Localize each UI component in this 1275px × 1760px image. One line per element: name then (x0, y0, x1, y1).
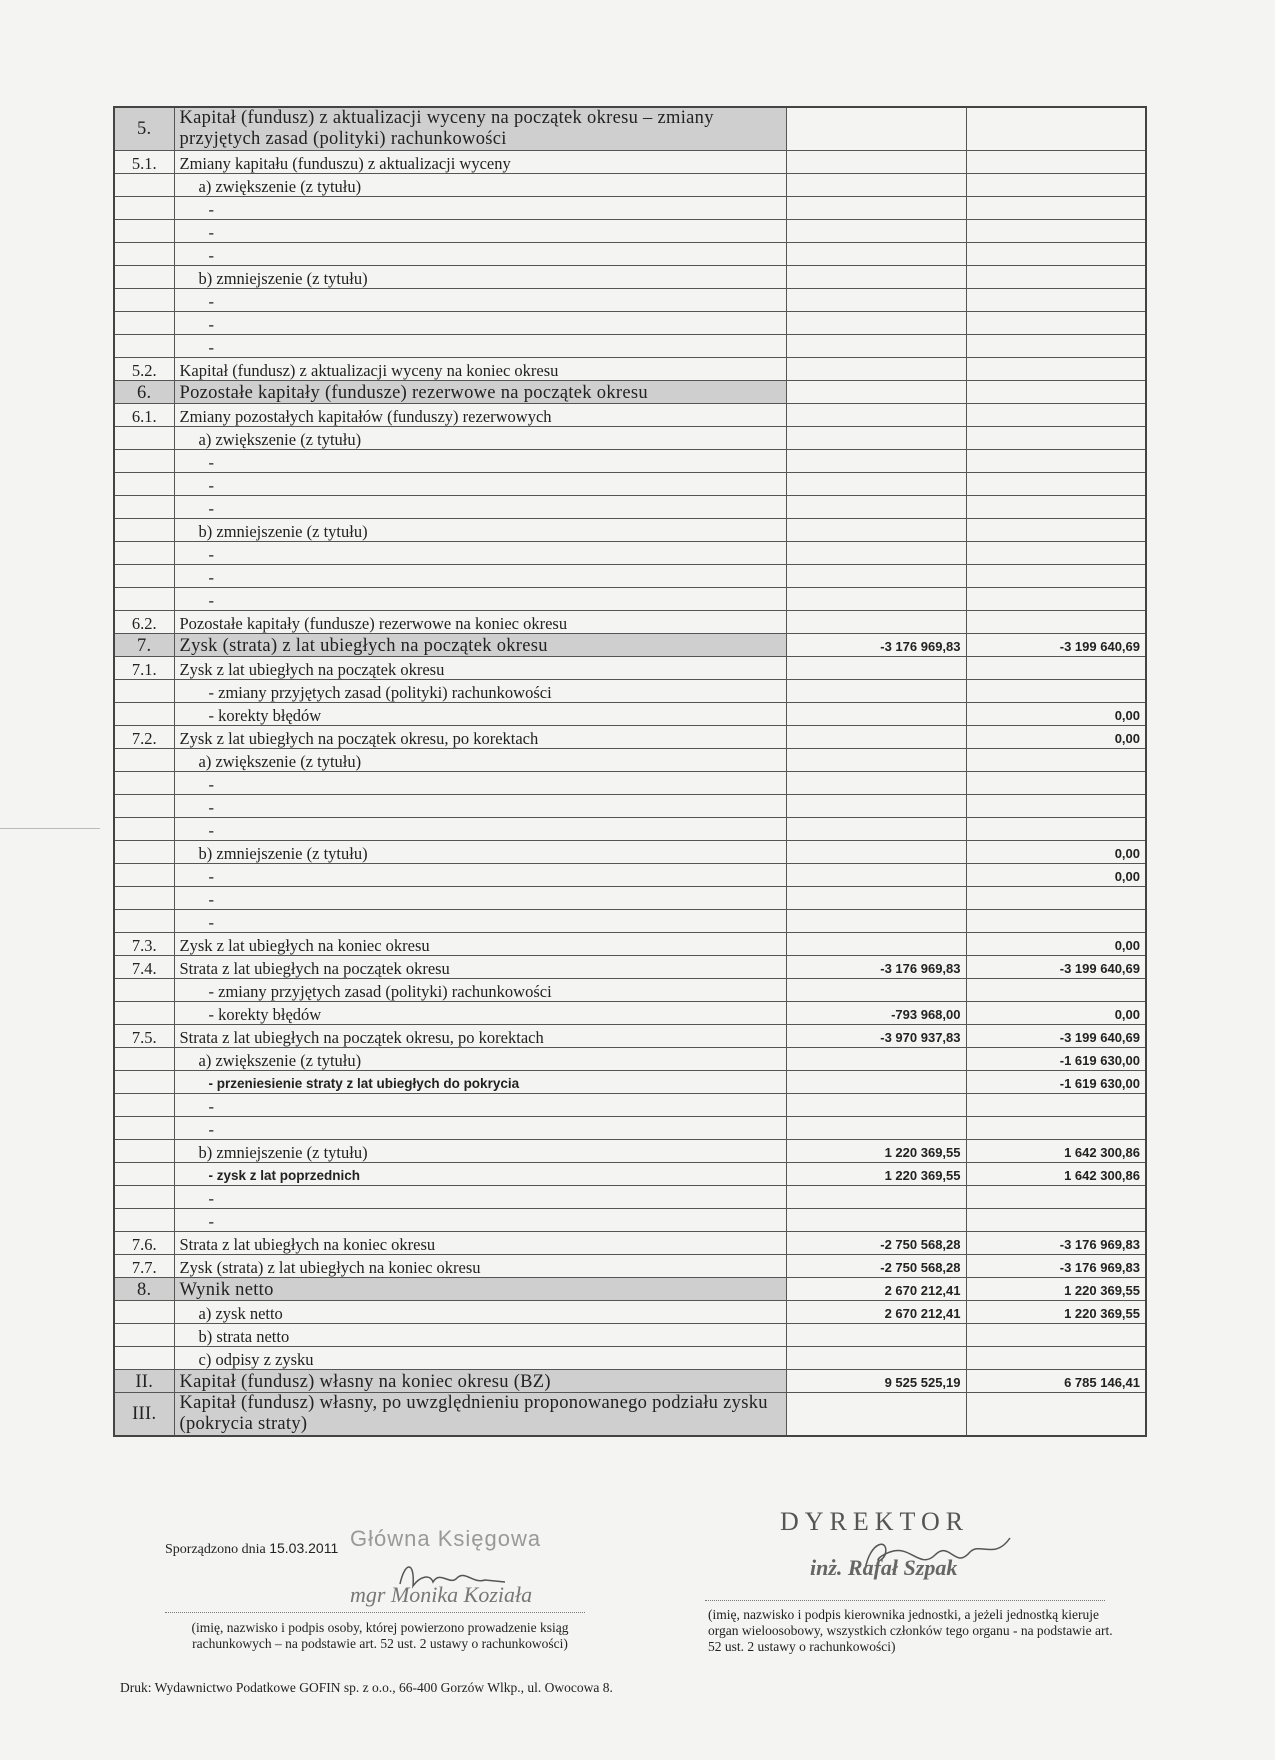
table-row (114, 151, 1146, 174)
row-number: 7. (114, 634, 174, 657)
value-previous-year (966, 1186, 1146, 1209)
row-number (114, 979, 174, 1002)
value-previous-year (966, 335, 1146, 358)
row-number: II. (114, 1370, 174, 1393)
table-row (114, 404, 1146, 427)
table-row (114, 381, 1146, 404)
row-description: b) zmniejszenie (z tytułu) (174, 266, 786, 289)
row-number (114, 1324, 174, 1347)
value-previous-year (966, 749, 1146, 772)
value-current-year (786, 749, 966, 772)
row-number (114, 266, 174, 289)
row-number (114, 818, 174, 841)
row-description: - zmiany przyjętych zasad (polityki) rachunkowości (174, 979, 786, 1002)
row-description: Kapitał (fundusz) własny na koniec okresu (BZ) (174, 1370, 786, 1393)
table-row (114, 1186, 1146, 1209)
table-row (114, 107, 1146, 151)
row-description: - (174, 772, 786, 795)
value-current-year (786, 1186, 966, 1209)
value-current-year (786, 680, 966, 703)
row-description: - (174, 1094, 786, 1117)
page-fold-line (0, 828, 100, 829)
value-previous-year: 0,00 (966, 864, 1146, 887)
row-description: Zysk z lat ubiegłych na początek okresu, po korektach (174, 726, 786, 749)
row-number (114, 1117, 174, 1140)
value-previous-year: 0,00 (966, 933, 1146, 956)
row-description: - (174, 473, 786, 496)
value-previous-year: 1 220 369,55 (966, 1301, 1146, 1324)
value-current-year (786, 979, 966, 1002)
value-current-year: 1 220 369,55 (786, 1140, 966, 1163)
prepared-label: Sporządzono dnia (165, 1542, 266, 1557)
value-current-year: -2 750 568,28 (786, 1255, 966, 1278)
row-description: - (174, 289, 786, 312)
signature-dotted-line-right (705, 1600, 1105, 1601)
row-description: c) odpisy z zysku (174, 1347, 786, 1370)
value-current-year (786, 243, 966, 266)
prepared-date: 15.03.2011 (269, 1540, 339, 1556)
table-row (114, 703, 1146, 726)
row-number: III. (114, 1393, 174, 1437)
row-number: 7.7. (114, 1255, 174, 1278)
table-row (114, 887, 1146, 910)
value-current-year (786, 588, 966, 611)
row-description: b) zmniejszenie (z tytułu) (174, 519, 786, 542)
row-description: - zysk z lat poprzednich (174, 1163, 786, 1186)
value-current-year (786, 266, 966, 289)
value-previous-year (966, 450, 1146, 473)
equity-changes-table (113, 106, 1147, 1437)
row-description: a) zwiększenie (z tytułu) (174, 1048, 786, 1071)
value-previous-year: 1 642 300,86 (966, 1140, 1146, 1163)
value-current-year (786, 519, 966, 542)
chief-accountant-caption: (imię, nazwisko i podpis osoby, której powierzono prowadzenie ksiąg rachunkowych – na podstawie art. 52 ust. 2 ustawy o rachunkowości) (191, 1620, 569, 1651)
value-current-year: -3 970 937,83 (786, 1025, 966, 1048)
row-description: - (174, 1186, 786, 1209)
row-description: - (174, 588, 786, 611)
table-row (114, 1370, 1146, 1393)
value-current-year: 2 670 212,41 (786, 1278, 966, 1301)
value-previous-year (966, 220, 1146, 243)
value-previous-year (966, 381, 1146, 404)
value-current-year (786, 197, 966, 220)
value-previous-year (966, 1324, 1146, 1347)
row-description: Zysk (strata) z lat ubiegłych na początek okresu (174, 634, 786, 657)
table-row (114, 243, 1146, 266)
row-description: Pozostałe kapitały (fundusze) rezerwowe na początek okresu (174, 381, 786, 404)
table-row (114, 726, 1146, 749)
value-current-year (786, 657, 966, 680)
value-previous-year: -3 176 969,83 (966, 1232, 1146, 1255)
value-current-year: 1 220 369,55 (786, 1163, 966, 1186)
row-description: - (174, 887, 786, 910)
value-current-year (786, 1048, 966, 1071)
row-description: - (174, 864, 786, 887)
value-current-year (786, 174, 966, 197)
row-number (114, 335, 174, 358)
prepared-date-line (165, 1540, 338, 1558)
row-number: 5. (114, 107, 174, 151)
row-description: - (174, 496, 786, 519)
row-number (114, 795, 174, 818)
row-description: Zmiany kapitału (funduszu) z aktualizacji wyceny (174, 151, 786, 174)
row-description: - (174, 450, 786, 473)
row-number (114, 864, 174, 887)
value-previous-year (966, 588, 1146, 611)
value-previous-year (966, 818, 1146, 841)
row-number (114, 450, 174, 473)
value-previous-year (966, 404, 1146, 427)
value-previous-year: -3 199 640,69 (966, 1025, 1146, 1048)
value-current-year (786, 1347, 966, 1370)
table-row (114, 519, 1146, 542)
value-previous-year (966, 427, 1146, 450)
value-current-year (786, 841, 966, 864)
table-row (114, 933, 1146, 956)
row-number (114, 1186, 174, 1209)
value-previous-year (966, 358, 1146, 381)
chief-accountant-stamp-title: Główna Księgowa (350, 1526, 542, 1551)
row-number (114, 703, 174, 726)
value-current-year (786, 289, 966, 312)
value-previous-year (966, 887, 1146, 910)
director-stamp-name: inż. Rafał Szpak (810, 1555, 958, 1580)
row-description: Zmiany pozostałych kapitałów (funduszy) rezerwowych (174, 404, 786, 427)
table-row (114, 542, 1146, 565)
row-number (114, 220, 174, 243)
row-description: - (174, 1117, 786, 1140)
table-row (114, 220, 1146, 243)
print-footer: Druk: Wydawnictwo Podatkowe GOFIN sp. z o.o., 66-400 Gorzów Wlkp., ul. Owocowa 8. (120, 1680, 613, 1695)
value-previous-year: 0,00 (966, 1002, 1146, 1025)
value-previous-year (966, 910, 1146, 933)
table-row (114, 634, 1146, 657)
row-description: Strata z lat ubiegłych na początek okresu, po korektach (174, 1025, 786, 1048)
table-row (114, 772, 1146, 795)
table-row (114, 1094, 1146, 1117)
value-current-year (786, 151, 966, 174)
director-stamp-title: DYREKTOR (780, 1507, 970, 1536)
value-previous-year: -1 619 630,00 (966, 1071, 1146, 1094)
row-description: - (174, 197, 786, 220)
value-current-year: 9 525 525,19 (786, 1370, 966, 1393)
value-previous-year: -3 176 969,83 (966, 1255, 1146, 1278)
value-current-year (786, 726, 966, 749)
row-number: 6. (114, 381, 174, 404)
row-description: - korekty błędów (174, 703, 786, 726)
row-number (114, 312, 174, 335)
row-description: Strata z lat ubiegłych na koniec okresu (174, 1232, 786, 1255)
value-previous-year (966, 1094, 1146, 1117)
signature-dotted-line-left (165, 1612, 585, 1613)
table-row (114, 565, 1146, 588)
row-description: b) zmniejszenie (z tytułu) (174, 1140, 786, 1163)
value-current-year (786, 542, 966, 565)
row-number: 7.4. (114, 956, 174, 979)
value-current-year: -2 750 568,28 (786, 1232, 966, 1255)
value-current-year: 2 670 212,41 (786, 1301, 966, 1324)
value-previous-year (966, 151, 1146, 174)
row-number (114, 772, 174, 795)
table-row (114, 680, 1146, 703)
row-description: Wynik netto (174, 1278, 786, 1301)
row-number: 6.1. (114, 404, 174, 427)
row-number: 7.6. (114, 1232, 174, 1255)
value-current-year (786, 611, 966, 634)
row-number (114, 1071, 174, 1094)
row-number (114, 197, 174, 220)
table-row (114, 910, 1146, 933)
value-previous-year (966, 243, 1146, 266)
row-number (114, 473, 174, 496)
value-current-year (786, 1094, 966, 1117)
value-previous-year (966, 565, 1146, 588)
row-number (114, 243, 174, 266)
table-row (114, 1255, 1146, 1278)
value-previous-year: 6 785 146,41 (966, 1370, 1146, 1393)
table-row (114, 1393, 1146, 1437)
row-number (114, 1347, 174, 1370)
row-description: a) zwiększenie (z tytułu) (174, 427, 786, 450)
value-current-year (786, 1393, 966, 1437)
row-number (114, 887, 174, 910)
row-number (114, 841, 174, 864)
row-number (114, 910, 174, 933)
table-row (114, 1140, 1146, 1163)
row-description: - (174, 312, 786, 335)
table-row (114, 427, 1146, 450)
row-number: 5.2. (114, 358, 174, 381)
row-description: - (174, 818, 786, 841)
value-current-year (786, 1209, 966, 1232)
table-row (114, 174, 1146, 197)
table-row (114, 1071, 1146, 1094)
chief-accountant-stamp-name: mgr Monika Koziała (350, 1582, 533, 1607)
row-description: Zysk (strata) z lat ubiegłych na koniec okresu (174, 1255, 786, 1278)
row-number (114, 289, 174, 312)
value-current-year (786, 933, 966, 956)
value-previous-year (966, 266, 1146, 289)
director-caption: (imię, nazwisko i podpis kierownika jednostki, a jeżeli jednostką kieruje organ wieloosobowy, wszystkich członków tego organu - na podstawie art. 52 ust. 2 ustawy o rachunkowości) (708, 1607, 1113, 1654)
row-number: 7.2. (114, 726, 174, 749)
value-previous-year (966, 107, 1146, 151)
value-previous-year: -3 199 640,69 (966, 956, 1146, 979)
table-row (114, 657, 1146, 680)
table-row (114, 749, 1146, 772)
table-row (114, 312, 1146, 335)
value-previous-year (966, 289, 1146, 312)
table-row (114, 1347, 1146, 1370)
row-number (114, 496, 174, 519)
row-number (114, 680, 174, 703)
value-previous-year (966, 473, 1146, 496)
table-row (114, 496, 1146, 519)
table-row (114, 358, 1146, 381)
value-current-year (786, 772, 966, 795)
row-number: 6.2. (114, 611, 174, 634)
table-row (114, 197, 1146, 220)
table-row (114, 864, 1146, 887)
table-row (114, 1117, 1146, 1140)
row-number (114, 1140, 174, 1163)
value-previous-year: -3 199 640,69 (966, 634, 1146, 657)
row-number (114, 1094, 174, 1117)
row-number (114, 174, 174, 197)
row-description: Kapitał (fundusz) z aktualizacji wyceny na koniec okresu (174, 358, 786, 381)
row-description: - (174, 335, 786, 358)
value-current-year (786, 910, 966, 933)
row-description: b) zmniejszenie (z tytułu) (174, 841, 786, 864)
row-description: a) zwiększenie (z tytułu) (174, 749, 786, 772)
row-description: Kapitał (fundusz) z aktualizacji wyceny na początek okresu – zmiany przyjętych zasad (polityki) rachunkowości (174, 107, 786, 151)
row-description: b) strata netto (174, 1324, 786, 1347)
value-current-year: -3 176 969,83 (786, 634, 966, 657)
row-description: Strata z lat ubiegłych na początek okresu (174, 956, 786, 979)
row-number: 5.1. (114, 151, 174, 174)
value-current-year (786, 473, 966, 496)
value-previous-year (966, 611, 1146, 634)
table-row (114, 841, 1146, 864)
row-number (114, 565, 174, 588)
table-row (114, 611, 1146, 634)
value-previous-year (966, 496, 1146, 519)
value-current-year (786, 887, 966, 910)
row-description: - (174, 795, 786, 818)
table-row (114, 1278, 1146, 1301)
value-current-year (786, 312, 966, 335)
value-previous-year (966, 1393, 1146, 1437)
row-description: - zmiany przyjętych zasad (polityki) rachunkowości (174, 680, 786, 703)
value-previous-year (966, 1209, 1146, 1232)
table-row (114, 266, 1146, 289)
row-description: - przeniesienie straty z lat ubiegłych do pokrycia (174, 1071, 786, 1094)
row-description: a) zysk netto (174, 1301, 786, 1324)
value-previous-year: 1 220 369,55 (966, 1278, 1146, 1301)
value-previous-year (966, 312, 1146, 335)
value-current-year (786, 795, 966, 818)
row-description: Kapitał (fundusz) własny, po uwzględnieniu proponowanego podziału zysku (pokrycia straty) (174, 1393, 786, 1437)
table-row (114, 473, 1146, 496)
value-current-year (786, 864, 966, 887)
value-current-year (786, 1324, 966, 1347)
value-current-year (786, 703, 966, 726)
row-number (114, 749, 174, 772)
row-number (114, 588, 174, 611)
row-number (114, 542, 174, 565)
table-row (114, 818, 1146, 841)
value-current-year: -793 968,00 (786, 1002, 966, 1025)
row-description: - (174, 220, 786, 243)
row-number (114, 1002, 174, 1025)
value-previous-year (966, 1347, 1146, 1370)
table-row (114, 1324, 1146, 1347)
value-current-year (786, 335, 966, 358)
row-number (114, 1301, 174, 1324)
row-description: - (174, 243, 786, 266)
value-previous-year: -1 619 630,00 (966, 1048, 1146, 1071)
value-current-year (786, 450, 966, 473)
row-number (114, 1163, 174, 1186)
row-number: 7.5. (114, 1025, 174, 1048)
value-current-year (786, 381, 966, 404)
value-previous-year (966, 657, 1146, 680)
row-number (114, 519, 174, 542)
row-description: Pozostałe kapitały (fundusze) rezerwowe na koniec okresu (174, 611, 786, 634)
row-description: - korekty błędów (174, 1002, 786, 1025)
table-row (114, 1209, 1146, 1232)
table-row (114, 795, 1146, 818)
table-row (114, 1163, 1146, 1186)
table-row (114, 1048, 1146, 1071)
value-current-year: -3 176 969,83 (786, 956, 966, 979)
table-row (114, 1025, 1146, 1048)
row-number (114, 1048, 174, 1071)
value-current-year (786, 427, 966, 450)
value-previous-year (966, 772, 1146, 795)
table-row (114, 979, 1146, 1002)
value-current-year (786, 1071, 966, 1094)
row-description: - (174, 910, 786, 933)
row-description: - (174, 565, 786, 588)
value-current-year (786, 404, 966, 427)
value-previous-year (966, 197, 1146, 220)
row-number (114, 1209, 174, 1232)
row-number: 8. (114, 1278, 174, 1301)
value-current-year (786, 1117, 966, 1140)
table-row (114, 289, 1146, 312)
value-current-year (786, 565, 966, 588)
value-current-year (786, 358, 966, 381)
value-previous-year (966, 1117, 1146, 1140)
table-row (114, 956, 1146, 979)
table-row (114, 588, 1146, 611)
table-row (114, 1002, 1146, 1025)
value-previous-year (966, 680, 1146, 703)
row-description: - (174, 1209, 786, 1232)
value-previous-year: 1 642 300,86 (966, 1163, 1146, 1186)
row-description: a) zwiększenie (z tytułu) (174, 174, 786, 197)
row-number (114, 427, 174, 450)
table-body (114, 107, 1146, 1436)
value-previous-year (966, 519, 1146, 542)
row-description: Zysk z lat ubiegłych na koniec okresu (174, 933, 786, 956)
value-current-year (786, 496, 966, 519)
table-row (114, 450, 1146, 473)
value-previous-year (966, 174, 1146, 197)
row-number: 7.1. (114, 657, 174, 680)
value-current-year (786, 220, 966, 243)
value-previous-year (966, 795, 1146, 818)
value-previous-year (966, 979, 1146, 1002)
row-description: - (174, 542, 786, 565)
value-previous-year: 0,00 (966, 726, 1146, 749)
row-description: Zysk z lat ubiegłych na początek okresu (174, 657, 786, 680)
table-row (114, 1232, 1146, 1255)
value-previous-year: 0,00 (966, 703, 1146, 726)
table-row (114, 335, 1146, 358)
value-current-year (786, 107, 966, 151)
value-current-year (786, 818, 966, 841)
table-row (114, 1301, 1146, 1324)
value-previous-year (966, 542, 1146, 565)
row-number: 7.3. (114, 933, 174, 956)
value-previous-year: 0,00 (966, 841, 1146, 864)
